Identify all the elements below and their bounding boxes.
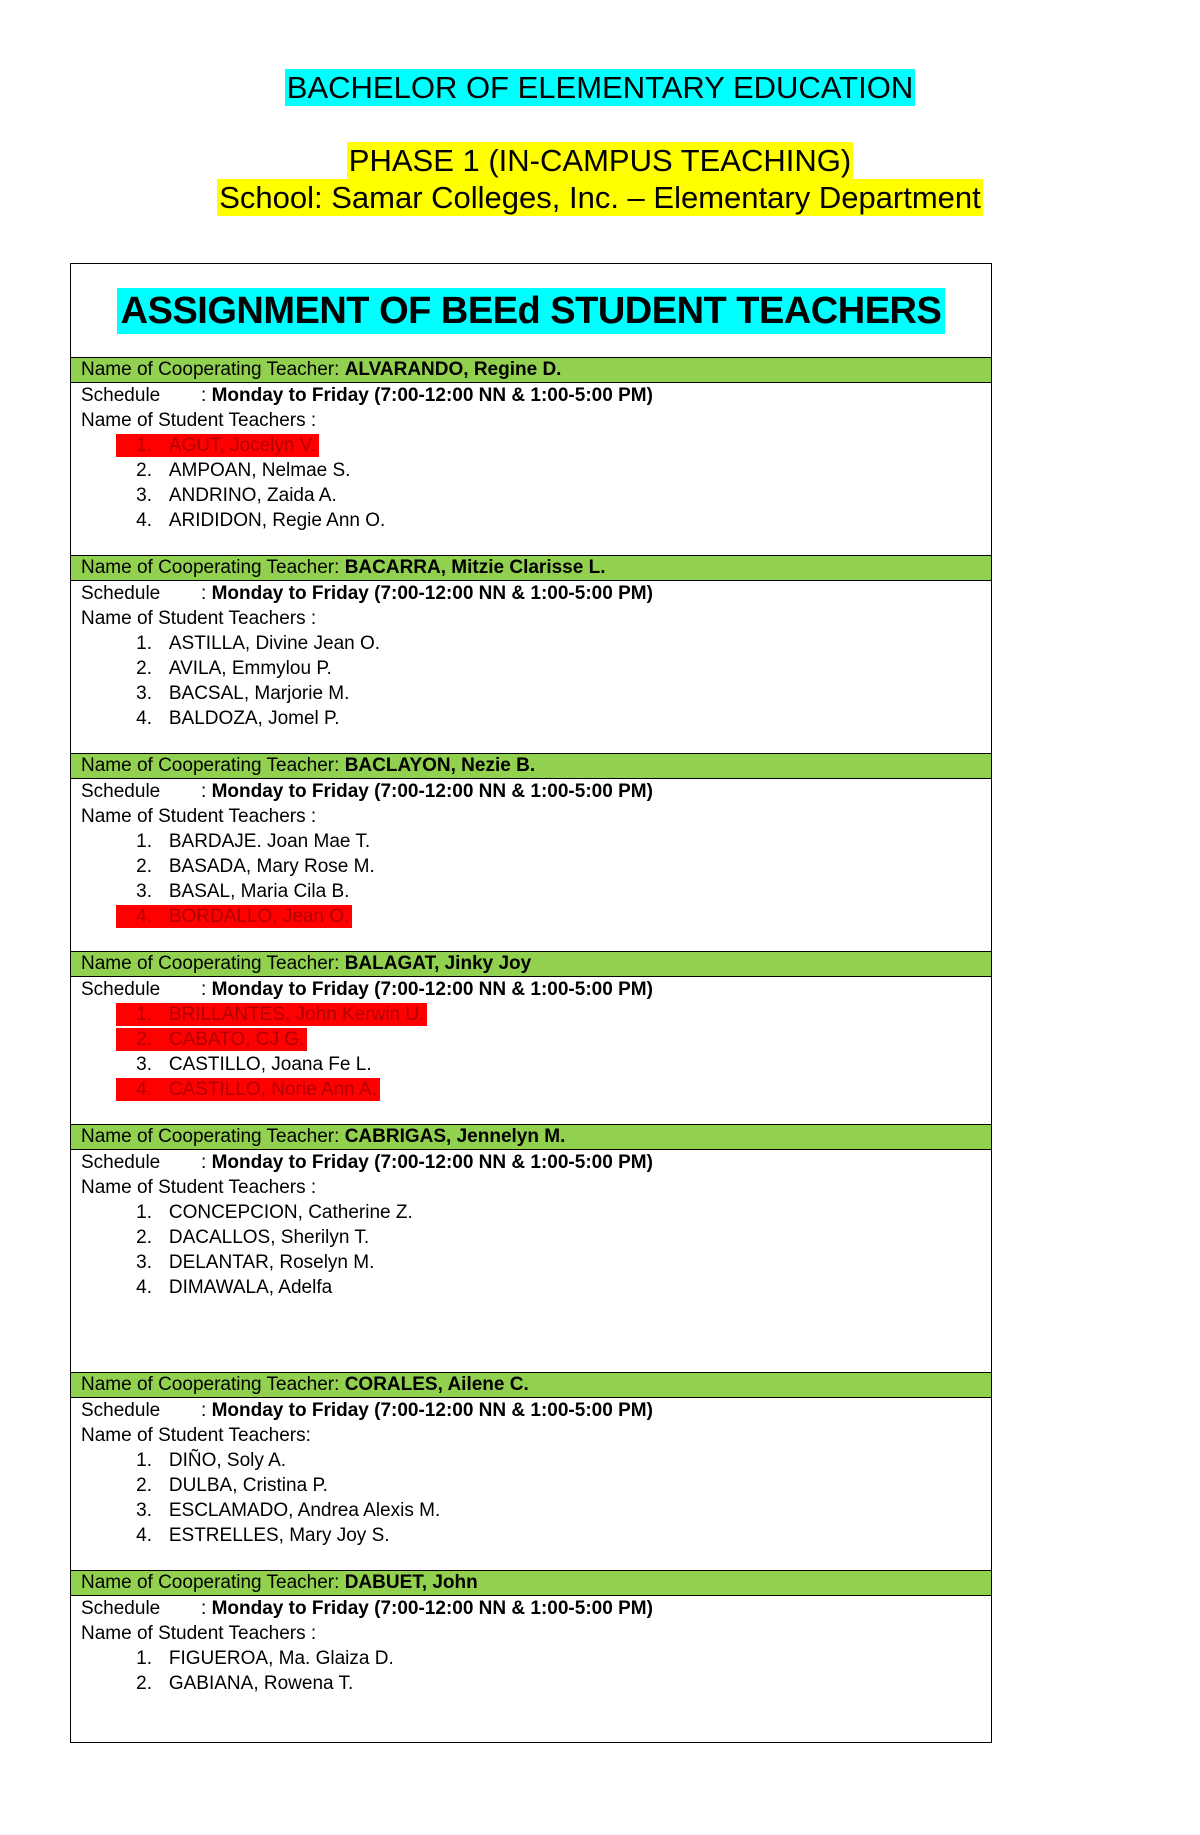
student-name: ESTRELLES, Mary Joy S.	[168, 1525, 390, 1546]
schedule-row	[81, 1150, 991, 1175]
school-title	[0, 180, 1200, 216]
cooperating-teacher-row	[71, 1125, 991, 1150]
student-item	[81, 508, 991, 533]
student-number: 2.	[136, 856, 152, 877]
student-item	[81, 1275, 991, 1300]
student-number: 2.	[136, 1673, 152, 1694]
student-number: 1.	[136, 1202, 152, 1223]
cooperating-teacher-row	[71, 754, 991, 779]
student-number: 3.	[136, 683, 152, 704]
student-name: BRILLANTES, John Kerwin U.	[168, 1004, 425, 1025]
schedule-separator: :	[201, 979, 212, 1000]
schedule-separator: :	[201, 1400, 212, 1421]
student-number: 4.	[136, 906, 152, 927]
student-entry	[116, 1226, 372, 1249]
schedule-row	[81, 581, 991, 606]
schedule-value: Monday to Friday (7:00-12:00 NN & 1:00-5:00 PM)	[211, 781, 653, 802]
cooperating-teacher-label: Name of Cooperating Teacher:	[81, 359, 345, 380]
schedule-separator: :	[201, 1598, 212, 1619]
group-body	[71, 1596, 991, 1696]
schedule-row	[81, 977, 991, 1002]
cooperating-teacher-name: CORALES, Ailene C.	[344, 1374, 529, 1395]
student-name: DELANTAR, Roselyn M.	[168, 1252, 375, 1273]
student-item	[81, 458, 991, 483]
student-list	[81, 1448, 991, 1548]
student-teachers-label: Name of Student Teachers:	[81, 1425, 311, 1446]
student-list	[81, 631, 991, 731]
schedule-value: Monday to Friday (7:00-12:00 NN & 1:00-5:00 PM)	[211, 1400, 653, 1421]
student-name: ASTILLA, Divine Jean O.	[168, 633, 381, 654]
cooperating-teacher-name: BACLAYON, Nezie B.	[344, 755, 536, 776]
schedule-separator: :	[201, 781, 212, 802]
cooperating-teacher-label: Name of Cooperating Teacher:	[81, 1374, 345, 1395]
student-entry	[116, 657, 335, 680]
student-name: CABATO, CJ G.	[168, 1029, 305, 1050]
cooperating-teacher-label: Name of Cooperating Teacher:	[81, 1572, 345, 1593]
student-entry	[116, 855, 378, 878]
student-name: BASADA, Mary Rose M.	[168, 856, 375, 877]
student-item	[81, 1498, 991, 1523]
cooperating-teacher-name: BACARRA, Mitzie Clarisse L.	[344, 557, 606, 578]
schedule-value: Monday to Friday (7:00-12:00 NN & 1:00-5:00 PM)	[211, 979, 653, 1000]
cooperating-group	[71, 357, 991, 555]
school-title-text: School: Samar Colleges, Inc. – Elementary Department	[219, 180, 981, 215]
student-number: 2.	[136, 658, 152, 679]
student-number: 4.	[136, 1525, 152, 1546]
student-list	[81, 1646, 991, 1696]
student-entry	[116, 682, 352, 705]
student-teachers-label: Name of Student Teachers :	[81, 1177, 317, 1198]
cooperating-group	[71, 951, 991, 1124]
student-number: 3.	[136, 1054, 152, 1075]
student-number: 1.	[136, 1450, 152, 1471]
student-name: FIGUEROA, Ma. Glaiza D.	[168, 1648, 394, 1669]
schedule-label: Schedule	[81, 979, 161, 1000]
cooperating-teacher-row	[71, 952, 991, 977]
schedule-row	[81, 1398, 991, 1423]
student-name: ANDRINO, Zaida A.	[168, 485, 337, 506]
student-number: 3.	[136, 881, 152, 902]
student-entry-highlighted	[116, 1028, 307, 1051]
student-list	[81, 1200, 991, 1300]
student-entry	[116, 707, 343, 730]
schedule-label: Schedule	[81, 385, 161, 406]
student-teachers-label: Name of Student Teachers :	[81, 806, 317, 827]
student-item	[81, 656, 991, 681]
student-entry	[116, 632, 383, 655]
student-entry	[116, 509, 388, 532]
schedule-label: Schedule	[81, 1598, 161, 1619]
student-teachers-label: Name of Student Teachers :	[81, 1623, 317, 1644]
student-name: AGUT, Jocelyn V.	[168, 435, 316, 456]
student-list	[81, 829, 991, 929]
student-number: 4.	[136, 1277, 152, 1298]
cooperating-teacher-name: DABUET, John	[344, 1572, 478, 1593]
cooperating-group	[71, 1372, 991, 1570]
student-entry	[116, 830, 373, 853]
student-number: 4.	[136, 708, 152, 729]
cooperating-teacher-label: Name of Cooperating Teacher:	[81, 1126, 345, 1147]
cooperating-group	[71, 1124, 991, 1372]
program-title-text: BACHELOR OF ELEMENTARY EDUCATION	[286, 70, 914, 105]
cooperating-teacher-row	[71, 1571, 991, 1596]
cooperating-teacher-label: Name of Cooperating Teacher:	[81, 755, 345, 776]
cooperating-group	[71, 753, 991, 951]
student-teachers-label: Name of Student Teachers :	[81, 410, 317, 431]
assignment-table	[70, 263, 992, 1743]
student-name: BORDALLO, Jean O.	[168, 906, 350, 927]
cooperating-group	[71, 555, 991, 753]
student-name: DACALLOS, Sherilyn T.	[168, 1227, 370, 1248]
student-number: 1.	[136, 1648, 152, 1669]
student-number: 1.	[136, 1004, 152, 1025]
student-item	[81, 1250, 991, 1275]
student-entry	[116, 1053, 375, 1076]
schedule-value: Monday to Friday (7:00-12:00 NN & 1:00-5:00 PM)	[211, 583, 653, 604]
student-name: DULBA, Cristina P.	[168, 1475, 328, 1496]
schedule-label: Schedule	[81, 583, 161, 604]
student-item	[81, 706, 991, 731]
student-entry-highlighted	[116, 1078, 380, 1101]
student-item	[81, 483, 991, 508]
student-name: BASAL, Maria Cila B.	[168, 881, 350, 902]
cooperating-teacher-label: Name of Cooperating Teacher:	[81, 953, 345, 974]
student-entry	[116, 459, 353, 482]
student-name: BARDAJE. Joan Mae T.	[168, 831, 371, 852]
group-body	[71, 383, 991, 555]
student-teachers-label: Name of Student Teachers :	[81, 608, 317, 629]
student-number: 4.	[136, 1079, 152, 1100]
student-number: 2.	[136, 460, 152, 481]
schedule-separator: :	[201, 583, 212, 604]
student-entry	[116, 1474, 331, 1497]
cooperating-teacher-row	[71, 1373, 991, 1398]
student-name: ARIDIDON, Regie Ann O.	[168, 510, 386, 531]
student-number: 3.	[136, 1500, 152, 1521]
cooperating-teacher-row	[71, 556, 991, 581]
student-entry	[116, 1449, 289, 1472]
cooperating-group	[71, 1570, 991, 1696]
main-heading-cell	[71, 264, 991, 357]
student-item	[81, 1523, 991, 1548]
student-entry	[116, 1524, 393, 1547]
student-name: DIÑO, Soly A.	[168, 1450, 287, 1471]
main-heading: ASSIGNMENT OF BEEd STUDENT TEACHERS	[117, 288, 946, 334]
student-number: 3.	[136, 1252, 152, 1273]
cooperating-teacher-name: CABRIGAS, Jennelyn M.	[344, 1126, 566, 1147]
schedule-separator: :	[201, 1152, 212, 1173]
student-entry	[116, 1201, 416, 1224]
student-list	[81, 433, 991, 533]
student-item	[81, 1027, 991, 1052]
schedule-row	[81, 383, 991, 408]
student-number: 4.	[136, 510, 152, 531]
student-entry	[116, 1499, 443, 1522]
student-item	[81, 854, 991, 879]
group-body	[71, 581, 991, 753]
student-number: 2.	[136, 1475, 152, 1496]
student-item	[81, 681, 991, 706]
student-name: BALDOZA, Jomel P.	[168, 708, 340, 729]
student-item	[81, 1225, 991, 1250]
phase-title	[0, 143, 1200, 179]
student-entry	[116, 484, 340, 507]
student-name: CASTILLO, Norie Ann A.	[168, 1079, 377, 1100]
student-item	[81, 1671, 991, 1696]
student-item	[81, 1002, 991, 1027]
cooperating-teacher-name: ALVARANDO, Regine D.	[344, 359, 562, 380]
group-body	[71, 1150, 991, 1372]
student-entry-highlighted	[116, 434, 319, 457]
schedule-label: Schedule	[81, 1152, 161, 1173]
student-entry	[116, 1647, 397, 1670]
cooperating-teacher-label: Name of Cooperating Teacher:	[81, 557, 345, 578]
cooperating-teacher-name: BALAGAT, Jinky Joy	[344, 953, 532, 974]
schedule-value: Monday to Friday (7:00-12:00 NN & 1:00-5:00 PM)	[211, 385, 653, 406]
student-number: 2.	[136, 1029, 152, 1050]
student-entry	[116, 1251, 377, 1274]
student-item	[81, 1077, 991, 1102]
student-entry	[116, 1276, 335, 1299]
student-item	[81, 1052, 991, 1077]
group-body	[71, 779, 991, 951]
student-number: 2.	[136, 1227, 152, 1248]
student-name: AVILA, Emmylou P.	[168, 658, 332, 679]
student-name: ESCLAMADO, Andrea Alexis M.	[168, 1500, 441, 1521]
schedule-value: Monday to Friday (7:00-12:00 NN & 1:00-5:00 PM)	[211, 1598, 653, 1619]
student-name: GABIANA, Rowena T.	[168, 1673, 354, 1694]
student-item	[81, 1200, 991, 1225]
student-item	[81, 904, 991, 929]
student-entry-highlighted	[116, 1003, 427, 1026]
student-list	[81, 1002, 991, 1102]
schedule-row	[81, 1596, 991, 1621]
group-body	[71, 1398, 991, 1570]
schedule-separator: :	[201, 385, 212, 406]
student-number: 3.	[136, 485, 152, 506]
student-item	[81, 1646, 991, 1671]
group-list	[71, 357, 991, 1696]
schedule-label: Schedule	[81, 1400, 161, 1421]
student-name: CASTILLO, Joana Fe L.	[168, 1054, 372, 1075]
student-entry	[116, 1672, 356, 1695]
student-item	[81, 829, 991, 854]
student-number: 1.	[136, 435, 152, 456]
student-name: CONCEPCION, Catherine Z.	[168, 1202, 413, 1223]
cooperating-teacher-row	[71, 358, 991, 383]
student-number: 1.	[136, 831, 152, 852]
schedule-value: Monday to Friday (7:00-12:00 NN & 1:00-5:00 PM)	[211, 1152, 653, 1173]
student-name: BACSAL, Marjorie M.	[168, 683, 350, 704]
student-item	[81, 879, 991, 904]
schedule-row	[81, 779, 991, 804]
student-name: AMPOAN, Nelmae S.	[168, 460, 351, 481]
phase-title-text: PHASE 1 (IN-CAMPUS TEACHING)	[348, 143, 852, 178]
student-name: DIMAWALA, Adelfa	[168, 1277, 333, 1298]
student-item	[81, 1473, 991, 1498]
student-item	[81, 631, 991, 656]
student-entry	[116, 880, 352, 903]
student-entry-highlighted	[116, 905, 352, 928]
student-number: 1.	[136, 633, 152, 654]
student-item	[81, 1448, 991, 1473]
group-body	[71, 977, 991, 1124]
student-item	[81, 433, 991, 458]
program-title	[0, 70, 1200, 106]
schedule-label: Schedule	[81, 781, 161, 802]
